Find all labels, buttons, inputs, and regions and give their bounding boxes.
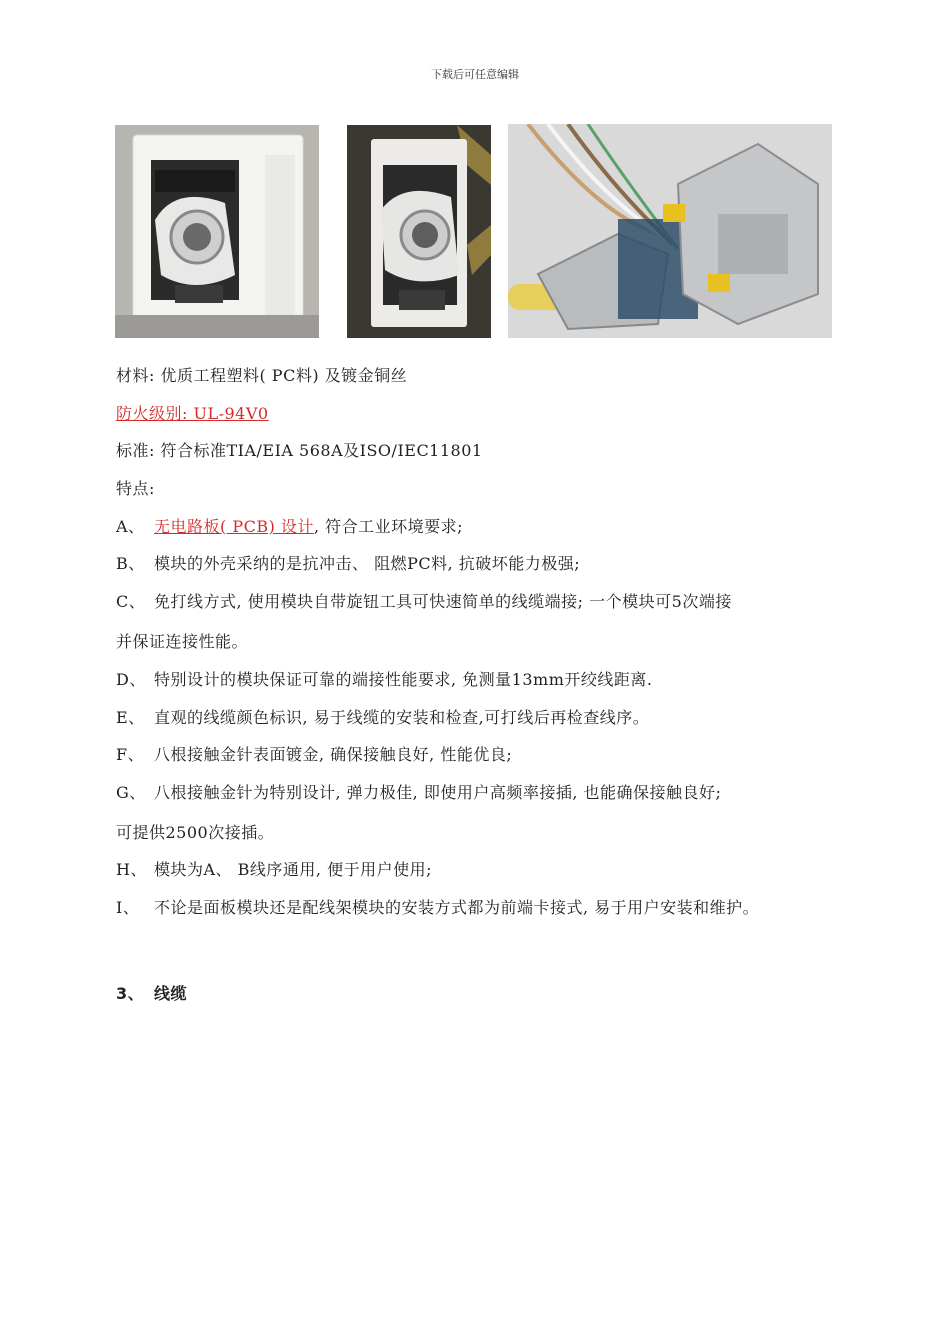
feature-h-text: 模块为A、 B线序通用, 便于用户使用; [154, 860, 432, 879]
features-title: 特点: [116, 479, 155, 498]
feature-f [116, 742, 512, 765]
material-line: 材料: 优质工程塑料( PC料) 及镀金铜丝 [116, 366, 408, 385]
feature-a [116, 514, 463, 537]
feature-f-text: 八根接触金针表面镀金, 确保接触良好, 性能优良; [154, 745, 513, 764]
feature-i-label: I、 [116, 898, 140, 917]
feature-g-continuation: 可提供2500次接插。 [116, 823, 275, 842]
feature-a-text: , 符合工业环境要求; [313, 517, 464, 536]
feature-e-text: 直观的线缆颜色标识, 易于线缆的安装和检查,可打线后再检查线序。 [154, 708, 650, 727]
feature-g-text: 八根接触金针为特别设计, 弹力极佳, 即使用户高频率接插, 也能确保接触良好; [154, 783, 722, 802]
feature-h [116, 857, 432, 880]
feature-c-label: C、 [116, 592, 146, 611]
feature-g-label: G、 [116, 783, 146, 802]
feature-a-highlight: 无电路板( PCB) 设计 [154, 517, 314, 536]
feature-c-text: 免打线方式, 使用模块自带旋钮工具可快速简单的线缆端接; 一个模块可5次端接 [154, 592, 732, 611]
feature-g [116, 780, 721, 803]
module-front-photo [347, 125, 491, 338]
shielded-module-cable-photo [508, 124, 832, 338]
feature-a-label: A、 [116, 517, 145, 536]
fire-rating-line: 防火级别: UL-94V0 [116, 404, 269, 423]
feature-b-text: 模块的外壳采纳的是抗冲击、 阻燃PC料, 抗破坏能力极强; [154, 554, 581, 573]
feature-i [116, 895, 759, 918]
feature-i-text: 不论是面板模块还是配线架模块的安装方式都为前端卡接式, 易于用户安装和维护。 [154, 898, 760, 917]
feature-e-label: E、 [116, 708, 145, 727]
section-number: 3、 [116, 984, 145, 1003]
feature-c-continuation: 并保证连接性能。 [116, 632, 249, 651]
wall-plate-module-photo [115, 125, 319, 338]
feature-f-label: F、 [116, 745, 145, 764]
feature-h-label: H、 [116, 860, 147, 879]
page-header: 下载后可任意编辑 [431, 68, 519, 81]
feature-d-text: 特别设计的模块保证可靠的端接性能要求, 免测量13mm开绞线距离. [154, 670, 653, 689]
section-title: 线缆 [154, 984, 188, 1003]
feature-e [116, 705, 649, 728]
feature-d [116, 667, 652, 690]
feature-b [116, 551, 580, 574]
feature-c [116, 589, 732, 612]
section-heading [116, 981, 187, 1004]
standard-line: 标准: 符合标准TIA/EIA 568A及ISO/IEC11801 [116, 441, 483, 460]
feature-b-label: B、 [116, 554, 145, 573]
feature-d-label: D、 [116, 670, 146, 689]
